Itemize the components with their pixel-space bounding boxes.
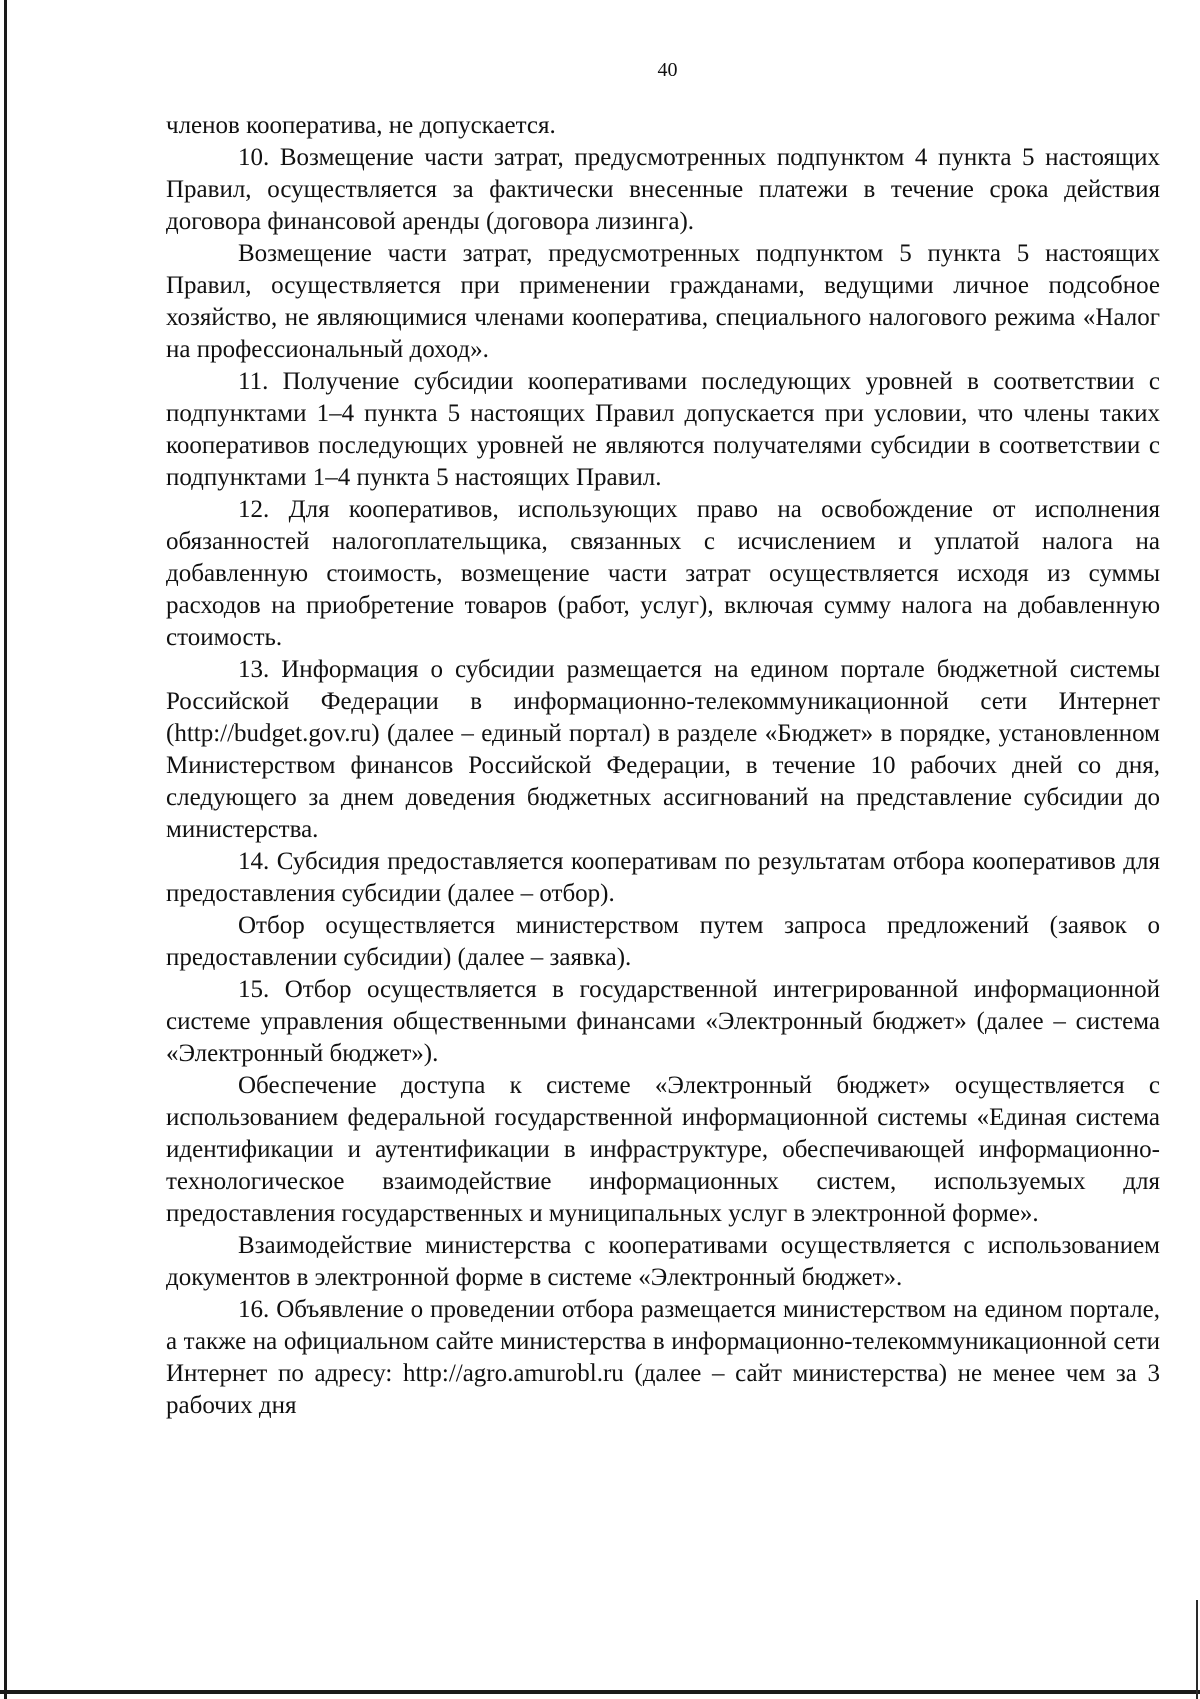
paragraph-item-10: 10. Возмещение части затрат, предусмотренных подпунктом 4 пункта 5 настоящих Правил, осуществляется за фактически внесенные платежи в течение срока действия договора финансовой аренды (договора лизинга). bbox=[166, 144, 1160, 235]
paragraph-item-15-part-2: Обеспечение доступа к системе «Электронный бюджет» осуществляется с использованием федеральной государственной информационной системы «Единая система идентификации и аутентификации в инфраструктуре, обеспечивающей информационно-технологическое взаимодействие информационных систем, используемых для предоставления государственных и муниципальных услуг в электронной форме». bbox=[166, 1072, 1160, 1227]
paragraph-item-16: 16. Объявление о проведении отбора размещается министерством на едином портале, а также на официальном сайте министерства в информационно-телекоммуникационной сети Интернет по адресу: http://agro.amurobl.ru (далее – сайт министерства) не менее чем за 3 рабочих дня bbox=[166, 1296, 1160, 1419]
paragraph-item-14-part-2: Отбор осуществляется министерством путем запроса предложений (заявок о предоставлении субсидии) (далее – заявка). bbox=[166, 912, 1160, 971]
paragraph-continuation: членов кооператива, не допускается. bbox=[166, 112, 556, 139]
paragraph-item-11: 11. Получение субсидии кооперативами последующих уровней в соответствии с подпунктами 1–4 пункта 5 настоящих Правил допускается при условии, что члены таких кооперативов последующих уровней не являются получателями субсидии в соответствии с подпунктами 1–4 пункта 5 настоящих Правил. bbox=[166, 368, 1160, 491]
scan-edge-left bbox=[4, 0, 7, 1699]
paragraph-item-12: 12. Для кооперативов, использующих право на освобождение от исполнения обязанностей налогоплательщика, связанных с исчислением и уплатой налога на добавленную стоимость, возмещение части затрат осуществляется исходя из суммы расходов на приобретение товаров (работ, услуг), включая сумму налога на добавленную стоимость. bbox=[166, 496, 1160, 651]
scan-edge-bottom bbox=[0, 1690, 1200, 1694]
paragraph-item-15-part-3: Взаимодействие министерства с кооперативами осуществляется с использованием документов в электронной форме в системе «Электронный бюджет». bbox=[166, 1232, 1160, 1291]
scan-edge-right bbox=[1196, 1600, 1198, 1699]
paragraph-item-13: 13. Информация о субсидии размещается на едином портале бюджетной системы Российской Федерации в информационно-телекоммуникационной сети Интернет (http://budget.gov.ru) (далее – единый портал) в разделе «Бюджет» в порядке, установленном Министерством финансов Российской Федерации, в течение 10 рабочих дней со дня, следующего за днем доведения бюджетных ассигнований на представление субсидии до министерства. bbox=[166, 656, 1160, 843]
paragraph-item-10-part-2: Возмещение части затрат, предусмотренных подпунктом 5 пункта 5 настоящих Правил, осуществляется при применении гражданами, ведущими личное подсобное хозяйство, не являющимися членами кооператива, специального налогового режима «Налог на профессиональный доход». bbox=[166, 240, 1160, 363]
paragraph-item-14: 14. Субсидия предоставляется кооперативам по результатам отбора кооперативов для предоставления субсидии (далее – отбор). bbox=[166, 848, 1160, 907]
paragraph-item-15: 15. Отбор осуществляется в государственной интегрированной информационной системе управления общественными финансами «Электронный бюджет» (далее – система «Электронный бюджет»). bbox=[166, 976, 1160, 1067]
page-number: 40 bbox=[657, 59, 678, 81]
document-body bbox=[166, 110, 1160, 1422]
